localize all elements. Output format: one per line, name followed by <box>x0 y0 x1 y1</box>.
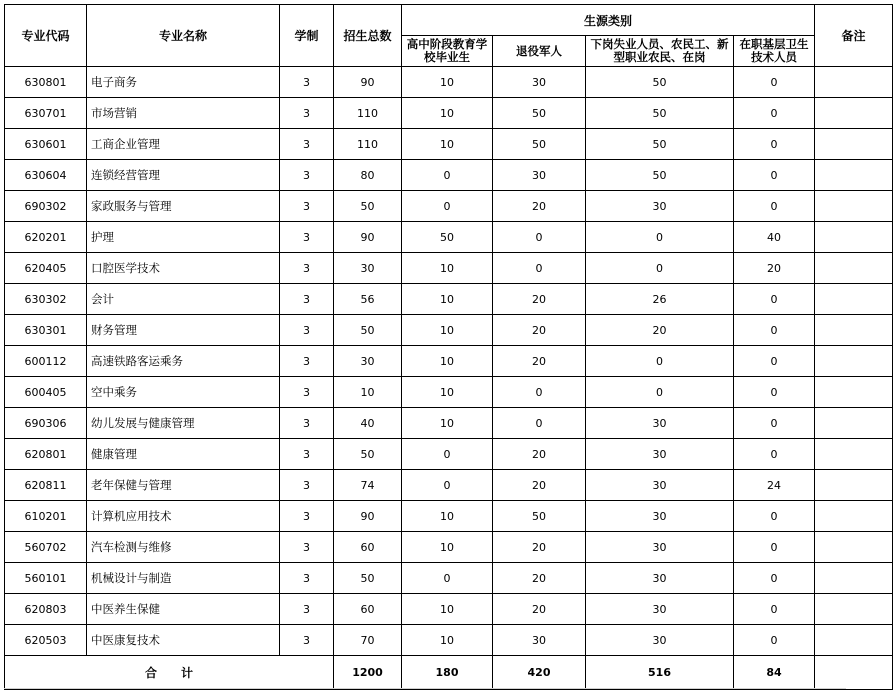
cell-total: 110 <box>334 129 402 160</box>
cell-s4: 0 <box>734 594 815 625</box>
cell-remarks <box>815 501 893 532</box>
cell-s1: 10 <box>402 532 493 563</box>
cell-name: 汽车检测与维修 <box>87 532 280 563</box>
table-row <box>5 563 893 594</box>
cell-remarks <box>815 191 893 222</box>
cell-name: 老年保健与管理 <box>87 470 280 501</box>
cell-s1: 10 <box>402 625 493 656</box>
cell-s4: 0 <box>734 160 815 191</box>
cell-s4: 0 <box>734 129 815 160</box>
cell-s3: 30 <box>586 191 734 222</box>
cell-s1: 10 <box>402 129 493 160</box>
totals-source-3: 516 <box>586 656 734 690</box>
header-source-2: 退役军人 <box>493 36 586 67</box>
totals-source-4: 84 <box>734 656 815 690</box>
cell-total: 40 <box>334 408 402 439</box>
cell-total: 50 <box>334 439 402 470</box>
cell-s3: 50 <box>586 129 734 160</box>
cell-s3: 50 <box>586 67 734 98</box>
cell-total: 74 <box>334 470 402 501</box>
cell-total: 110 <box>334 98 402 129</box>
cell-name: 口腔医学技术 <box>87 253 280 284</box>
header-source-3: 下岗失业人员、农民工、新型职业农民、在岗 <box>586 36 734 67</box>
cell-s1: 0 <box>402 563 493 594</box>
cell-total: 60 <box>334 532 402 563</box>
cell-total: 30 <box>334 346 402 377</box>
cell-s1: 0 <box>402 160 493 191</box>
cell-name: 空中乘务 <box>87 377 280 408</box>
totals-label: 合计 <box>5 656 334 690</box>
cell-remarks <box>815 625 893 656</box>
cell-years: 3 <box>280 346 334 377</box>
cell-code: 620503 <box>5 625 87 656</box>
cell-s3: 30 <box>586 532 734 563</box>
cell-s3: 30 <box>586 408 734 439</box>
table-body <box>5 67 893 656</box>
cell-s1: 10 <box>402 253 493 284</box>
cell-remarks <box>815 253 893 284</box>
cell-s1: 10 <box>402 98 493 129</box>
cell-s3: 50 <box>586 98 734 129</box>
cell-s2: 30 <box>493 67 586 98</box>
cell-remarks <box>815 594 893 625</box>
cell-years: 3 <box>280 160 334 191</box>
table-row <box>5 253 893 284</box>
cell-s1: 0 <box>402 191 493 222</box>
cell-remarks <box>815 377 893 408</box>
cell-s2: 50 <box>493 98 586 129</box>
cell-code: 630301 <box>5 315 87 346</box>
header-code: 专业代码 <box>5 5 87 67</box>
cell-remarks <box>815 439 893 470</box>
cell-s4: 0 <box>734 501 815 532</box>
cell-years: 3 <box>280 67 334 98</box>
cell-s2: 0 <box>493 222 586 253</box>
cell-s1: 10 <box>402 346 493 377</box>
cell-remarks <box>815 563 893 594</box>
header-source-group: 生源类别 <box>402 5 815 36</box>
cell-years: 3 <box>280 253 334 284</box>
cell-name: 财务管理 <box>87 315 280 346</box>
cell-years: 3 <box>280 284 334 315</box>
cell-s1: 0 <box>402 439 493 470</box>
cell-s1: 10 <box>402 594 493 625</box>
cell-s4: 0 <box>734 346 815 377</box>
cell-s2: 20 <box>493 563 586 594</box>
cell-remarks <box>815 98 893 129</box>
cell-code: 630801 <box>5 67 87 98</box>
totals-row <box>5 656 893 690</box>
cell-s3: 0 <box>586 253 734 284</box>
cell-name: 机械设计与制造 <box>87 563 280 594</box>
cell-s2: 20 <box>493 470 586 501</box>
table-row <box>5 191 893 222</box>
cell-s3: 30 <box>586 470 734 501</box>
cell-code: 630604 <box>5 160 87 191</box>
cell-code: 630701 <box>5 98 87 129</box>
cell-total: 10 <box>334 377 402 408</box>
table-row <box>5 315 893 346</box>
header-remarks: 备注 <box>815 5 893 67</box>
cell-s3: 0 <box>586 222 734 253</box>
cell-name: 市场营销 <box>87 98 280 129</box>
totals-source-1: 180 <box>402 656 493 690</box>
header-name: 专业名称 <box>87 5 280 67</box>
cell-s4: 0 <box>734 377 815 408</box>
cell-s4: 0 <box>734 315 815 346</box>
table-row <box>5 67 893 98</box>
totals-source-2: 420 <box>493 656 586 690</box>
cell-s3: 30 <box>586 501 734 532</box>
cell-name: 连锁经营管理 <box>87 160 280 191</box>
cell-years: 3 <box>280 594 334 625</box>
cell-years: 3 <box>280 470 334 501</box>
cell-name: 电子商务 <box>87 67 280 98</box>
cell-s2: 20 <box>493 315 586 346</box>
cell-s2: 30 <box>493 625 586 656</box>
cell-total: 56 <box>334 284 402 315</box>
cell-s2: 50 <box>493 501 586 532</box>
cell-years: 3 <box>280 377 334 408</box>
cell-total: 50 <box>334 563 402 594</box>
cell-s3: 30 <box>586 625 734 656</box>
cell-remarks <box>815 408 893 439</box>
cell-remarks <box>815 346 893 377</box>
cell-total: 90 <box>334 501 402 532</box>
cell-total: 50 <box>334 315 402 346</box>
cell-s4: 40 <box>734 222 815 253</box>
cell-s1: 10 <box>402 315 493 346</box>
cell-code: 620201 <box>5 222 87 253</box>
cell-s2: 20 <box>493 346 586 377</box>
cell-years: 3 <box>280 129 334 160</box>
header-source-4: 在职基层卫生技术人员 <box>734 36 815 67</box>
totals-total: 1200 <box>334 656 402 690</box>
cell-code: 620803 <box>5 594 87 625</box>
enrollment-table-sheet <box>4 4 893 690</box>
cell-s4: 0 <box>734 439 815 470</box>
cell-s2: 0 <box>493 377 586 408</box>
cell-s2: 20 <box>493 594 586 625</box>
cell-total: 30 <box>334 253 402 284</box>
cell-s1: 10 <box>402 408 493 439</box>
cell-years: 3 <box>280 98 334 129</box>
cell-s3: 26 <box>586 284 734 315</box>
cell-s3: 0 <box>586 377 734 408</box>
table-row <box>5 532 893 563</box>
cell-s4: 0 <box>734 98 815 129</box>
cell-s4: 20 <box>734 253 815 284</box>
cell-total: 50 <box>334 191 402 222</box>
cell-s4: 0 <box>734 625 815 656</box>
cell-years: 3 <box>280 563 334 594</box>
cell-s4: 0 <box>734 563 815 594</box>
cell-s1: 50 <box>402 222 493 253</box>
cell-total: 60 <box>334 594 402 625</box>
cell-remarks <box>815 67 893 98</box>
cell-code: 620405 <box>5 253 87 284</box>
cell-name: 家政服务与管理 <box>87 191 280 222</box>
header-source-1: 高中阶段教育学校毕业生 <box>402 36 493 67</box>
cell-remarks <box>815 470 893 501</box>
cell-s3: 50 <box>586 160 734 191</box>
table-row <box>5 501 893 532</box>
cell-s1: 10 <box>402 67 493 98</box>
cell-s1: 10 <box>402 284 493 315</box>
table-row <box>5 284 893 315</box>
cell-s3: 30 <box>586 594 734 625</box>
cell-years: 3 <box>280 625 334 656</box>
cell-remarks <box>815 284 893 315</box>
cell-code: 560101 <box>5 563 87 594</box>
cell-code: 630302 <box>5 284 87 315</box>
cell-s2: 0 <box>493 253 586 284</box>
table-row <box>5 470 893 501</box>
cell-years: 3 <box>280 315 334 346</box>
cell-s4: 0 <box>734 67 815 98</box>
cell-s2: 20 <box>493 191 586 222</box>
cell-remarks <box>815 129 893 160</box>
cell-s2: 0 <box>493 408 586 439</box>
cell-name: 高速铁路客运乘务 <box>87 346 280 377</box>
cell-s4: 0 <box>734 408 815 439</box>
cell-s1: 0 <box>402 470 493 501</box>
cell-s4: 24 <box>734 470 815 501</box>
table-row <box>5 160 893 191</box>
cell-name: 会计 <box>87 284 280 315</box>
cell-s3: 30 <box>586 563 734 594</box>
cell-s2: 50 <box>493 129 586 160</box>
cell-name: 健康管理 <box>87 439 280 470</box>
cell-total: 80 <box>334 160 402 191</box>
cell-code: 630601 <box>5 129 87 160</box>
header-years: 学制 <box>280 5 334 67</box>
cell-total: 90 <box>334 67 402 98</box>
cell-s2: 20 <box>493 532 586 563</box>
cell-years: 3 <box>280 222 334 253</box>
cell-code: 560702 <box>5 532 87 563</box>
table-row <box>5 439 893 470</box>
cell-s4: 0 <box>734 532 815 563</box>
cell-s3: 30 <box>586 439 734 470</box>
totals-remarks <box>815 656 893 690</box>
table-row <box>5 625 893 656</box>
cell-years: 3 <box>280 532 334 563</box>
header-total: 招生总数 <box>334 5 402 67</box>
cell-name: 护理 <box>87 222 280 253</box>
cell-years: 3 <box>280 191 334 222</box>
cell-code: 690302 <box>5 191 87 222</box>
cell-years: 3 <box>280 408 334 439</box>
cell-s2: 20 <box>493 439 586 470</box>
cell-s2: 30 <box>493 160 586 191</box>
table-row <box>5 129 893 160</box>
cell-code: 600112 <box>5 346 87 377</box>
cell-code: 600405 <box>5 377 87 408</box>
table-row <box>5 222 893 253</box>
cell-remarks <box>815 315 893 346</box>
cell-s4: 0 <box>734 284 815 315</box>
cell-s4: 0 <box>734 191 815 222</box>
cell-remarks <box>815 532 893 563</box>
cell-s1: 10 <box>402 501 493 532</box>
cell-years: 3 <box>280 501 334 532</box>
table-row <box>5 377 893 408</box>
enrollment-table <box>4 4 893 690</box>
table-row <box>5 346 893 377</box>
cell-years: 3 <box>280 439 334 470</box>
table-row <box>5 594 893 625</box>
cell-name: 幼儿发展与健康管理 <box>87 408 280 439</box>
cell-name: 工商企业管理 <box>87 129 280 160</box>
cell-total: 90 <box>334 222 402 253</box>
cell-total: 70 <box>334 625 402 656</box>
table-row <box>5 98 893 129</box>
cell-remarks <box>815 222 893 253</box>
cell-code: 610201 <box>5 501 87 532</box>
cell-name: 中医养生保健 <box>87 594 280 625</box>
cell-name: 中医康复技术 <box>87 625 280 656</box>
cell-s3: 20 <box>586 315 734 346</box>
header-row-top <box>5 5 893 36</box>
table-row <box>5 408 893 439</box>
cell-name: 计算机应用技术 <box>87 501 280 532</box>
cell-code: 620811 <box>5 470 87 501</box>
cell-code: 690306 <box>5 408 87 439</box>
cell-remarks <box>815 160 893 191</box>
cell-code: 620801 <box>5 439 87 470</box>
cell-s3: 0 <box>586 346 734 377</box>
cell-s2: 20 <box>493 284 586 315</box>
cell-s1: 10 <box>402 377 493 408</box>
